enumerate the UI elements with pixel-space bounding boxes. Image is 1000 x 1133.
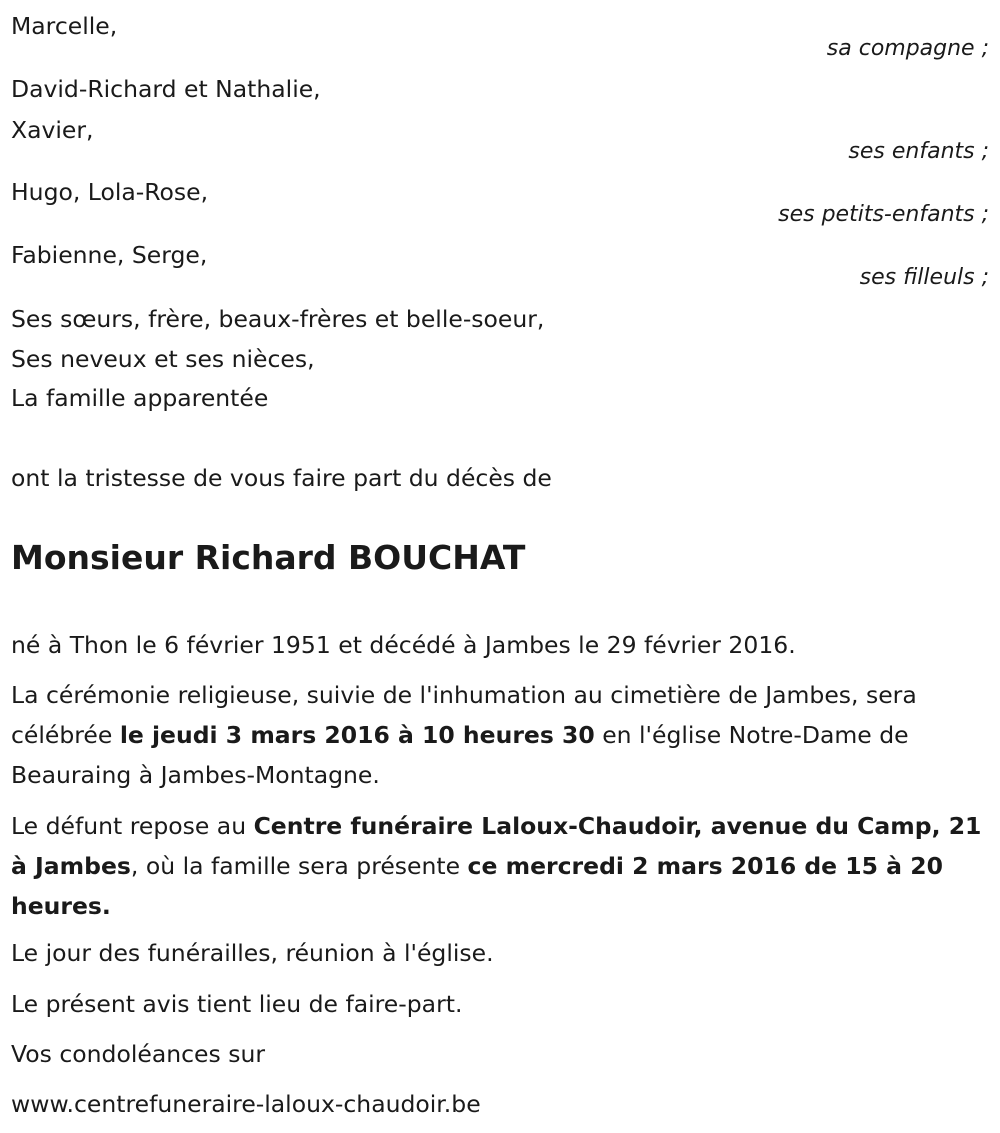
ceremony-text-after: en l'église Notre-Dame de Beauraing à Jambes-Montagne. — [11, 721, 909, 789]
nephews-line: Ses neveux et ses nièces, — [11, 345, 315, 373]
partner-role: sa compagne ; — [826, 36, 989, 61]
notice-line: Le présent avis tient lieu de faire-part. — [11, 990, 463, 1018]
ceremony-paragraph — [11, 675, 996, 795]
visitation-paragraph — [11, 806, 996, 926]
godchildren-names: Fabienne, Serge, — [11, 241, 208, 269]
grandchildren-names: Hugo, Lola-Rose, — [11, 178, 209, 206]
visitation-date-time: ce mercredi 2 mars 2016 de 15 à 20 heures. — [11, 852, 943, 920]
children-line-2: Xavier, — [11, 116, 94, 144]
funeral-meeting-line: Le jour des funérailles, réunion à l'église. — [11, 939, 494, 967]
visitation-location: Centre funéraire Laloux-Chaudoir, avenue du Camp, 21 à Jambes — [11, 812, 982, 880]
godchildren-role: ses filleuls ; — [859, 265, 989, 290]
children-role: ses enfants ; — [848, 139, 989, 164]
birth-death-line: né à Thon le 6 février 1951 et décédé à Jambes le 29 février 2016. — [11, 631, 796, 659]
website-link[interactable]: www.centrefuneraire-laloux-chaudoir.be — [11, 1090, 481, 1118]
deceased-name: Monsieur Richard BOUCHAT — [11, 538, 526, 577]
visitation-text-middle: , où la famille sera présente — [130, 852, 468, 880]
announcement-intro: ont la tristesse de vous faire part du décès de — [11, 464, 552, 492]
children-line-1: David-Richard et Nathalie, — [11, 75, 321, 103]
siblings-line: Ses sœurs, frère, beaux-frères et belle-soeur, — [11, 305, 545, 333]
grandchildren-role: ses petits-enfants ; — [778, 202, 989, 227]
ceremony-date-time: le jeudi 3 mars 2016 à 10 heures 30 — [119, 721, 595, 749]
ceremony-text-before: La cérémonie religieuse, suivie de l'inhumation au cimetière de Jambes, sera célébrée — [11, 681, 917, 749]
visitation-text-before: Le défunt repose au — [11, 812, 254, 840]
condolences-label: Vos condoléances sur — [11, 1040, 266, 1068]
partner-name: Marcelle, — [11, 12, 118, 40]
relatives-line: La famille apparentée — [11, 384, 269, 412]
